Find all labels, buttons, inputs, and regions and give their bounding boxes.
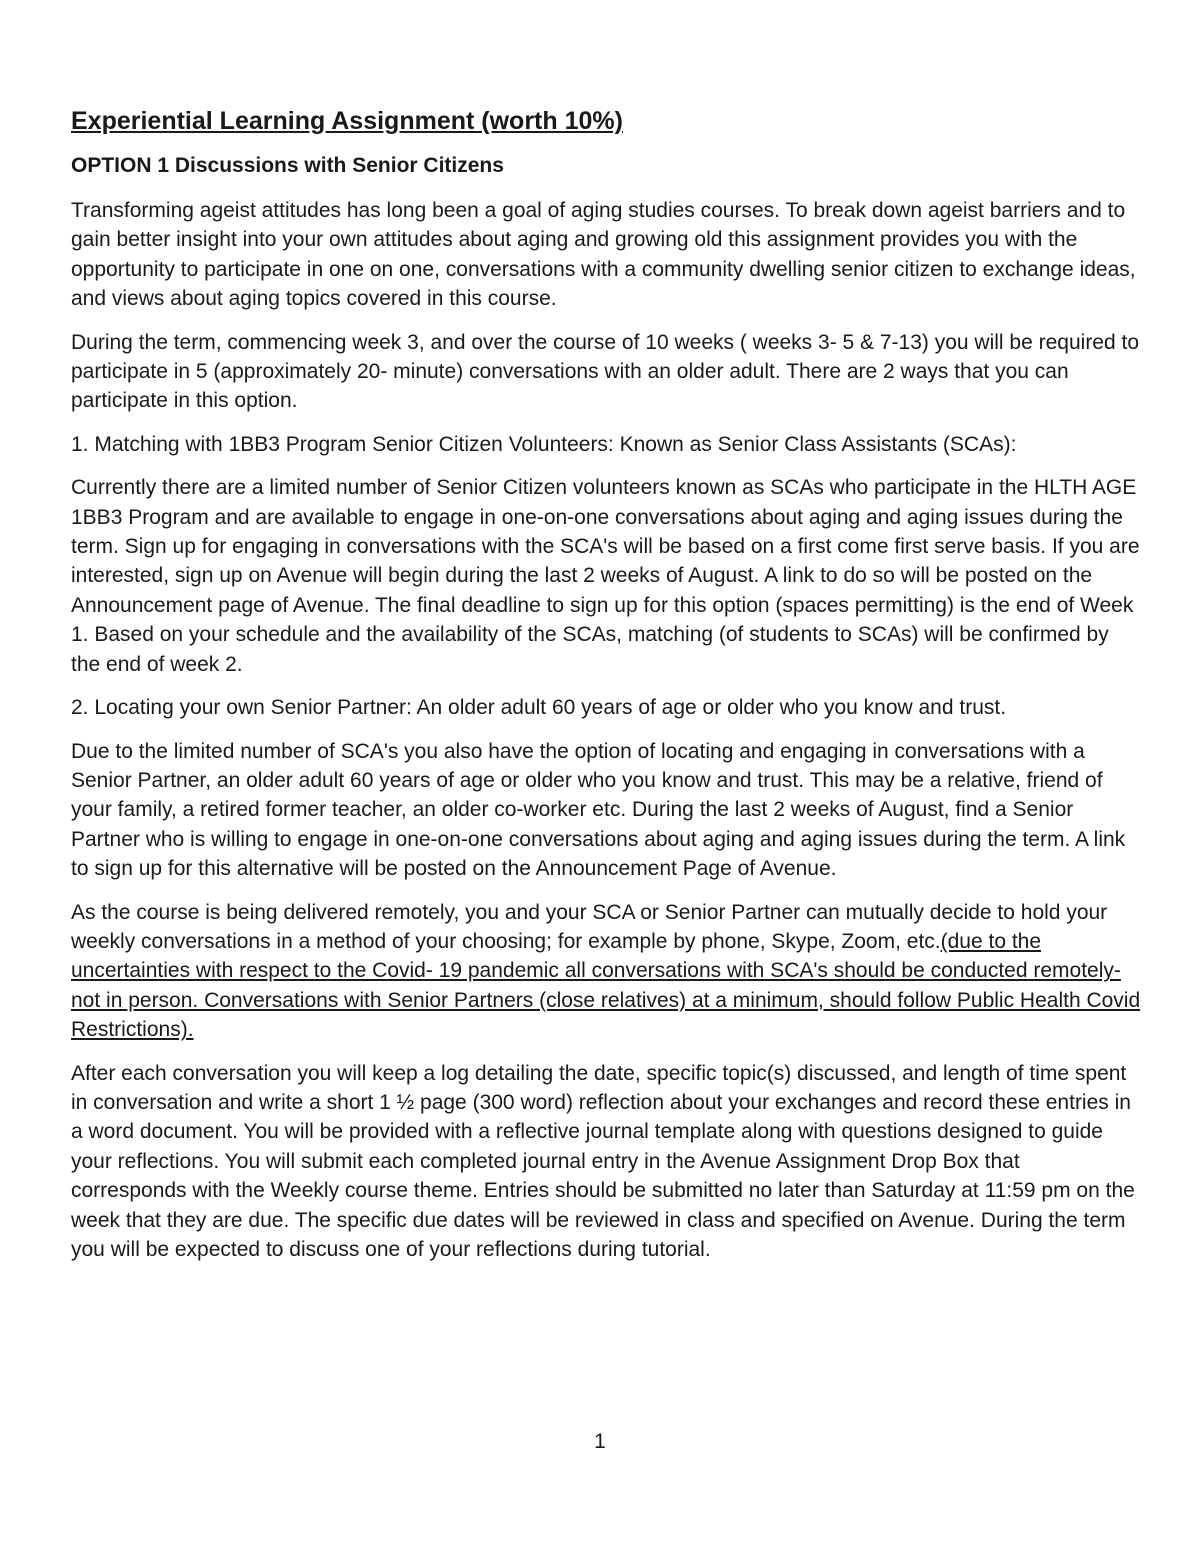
paragraph-option-senior-partner: 2. Locating your own Senior Partner: An older adult 60 years of age or older who you know and trust. (71, 696, 1007, 720)
covid-restrictions-note: (due to the uncertainties with respect to the Covid- 19 pandemic all conversations with SCA's should be conducted remotely- not in person. Conversations with Senior Partners (close relatives) at a minimum, should follow Public Health Covid Restrictions). (71, 929, 1141, 1042)
page-number: 1 (594, 1430, 606, 1453)
paragraph-sca-details: Currently there are a limited number of Senior Citizen volunteers known as SCAs who participate in the HLTH AGE 1BB3 Program and are available to engage in one-on-one conversations about aging and aging issues during the term. Sign up for engaging in conversations with the SCA's will be based on a first come first serve basis. If you are interested, sign up on Avenue will begin during the last 2 weeks of August. A link to do so will be posted on the Announcement page of Avenue. The final deadline to sign up for this option (spaces permitting) is the end of Week 1. Based on your schedule and the availability of the SCAs, matching (of students to SCAs) will be confirmed by the end of week 2. (71, 476, 1140, 676)
paragraph-journal-log: After each conversation you will keep a log detailing the date, specific topic(s) discussed, and length of time spent in conversation and write a short 1 ½ page (300 word) reflection about your exchanges and record these entries in a word document. You will be provided with a reflective journal template along with questions designed to guide your reflections. You will submit each completed journal entry in the Avenue Assignment Drop Box that corresponds with the Weekly course theme. Entries should be submitted no later than Saturday at 11:59 pm on the week that they are due. The specific due dates will be reviewed in class and specified on Avenue. During the term you will be expected to discuss one of your reflections during tutorial. (71, 1061, 1135, 1261)
paragraph-senior-partner-details: Due to the limited number of SCA's you also have the option of locating and engaging in conversations with a Senior Partner, an older adult 60 years of age or older who you know and trust. This may be a relative, friend of your family, a retired former teacher, an older co-worker etc. During the last 2 weeks of August, find a Senior Partner who is willing to engage in one-on-one conversations about aging and aging issues during the term. A link to sign up for this alternative will be posted on the Announcement Page of Avenue. (71, 739, 1126, 881)
paragraph-option-sca: 1. Matching with 1BB3 Program Senior Citizen Volunteers: Known as Senior Class Assistants (SCAs): (71, 432, 1017, 456)
paragraph-term-requirements: During the term, commencing week 3, and over the course of 10 weeks ( weeks 3- 5 & 7-13) you will be required to participate in 5 (approximately 20- minute) conversations with an older adult. There are 2 ways that you can participate in this option. (71, 330, 1140, 413)
option-heading: OPTION 1 Discussions with Senior Citizens (71, 154, 504, 177)
document-title: Experiential Learning Assignment (worth 10%) (71, 107, 623, 135)
paragraph-remote-delivery (71, 898, 1141, 1045)
paragraph-intro: Transforming ageist attitudes has long been a goal of aging studies courses. To break down ageist barriers and to gain better insight into your own attitudes about aging and growing old this assignment provides you with the opportunity to participate in one on one, conversations with a community dwelling senior citizen to exchange ideas, and views about aging topics covered in this course. (71, 199, 1136, 311)
document-page (71, 104, 1141, 1278)
remote-delivery-text: As the course is being delivered remotely, you and your SCA or Senior Partner can mutually decide to hold your weekly conversations in a method of your choosing; for example by phone, Skype, Zoom, etc. (71, 900, 1108, 953)
